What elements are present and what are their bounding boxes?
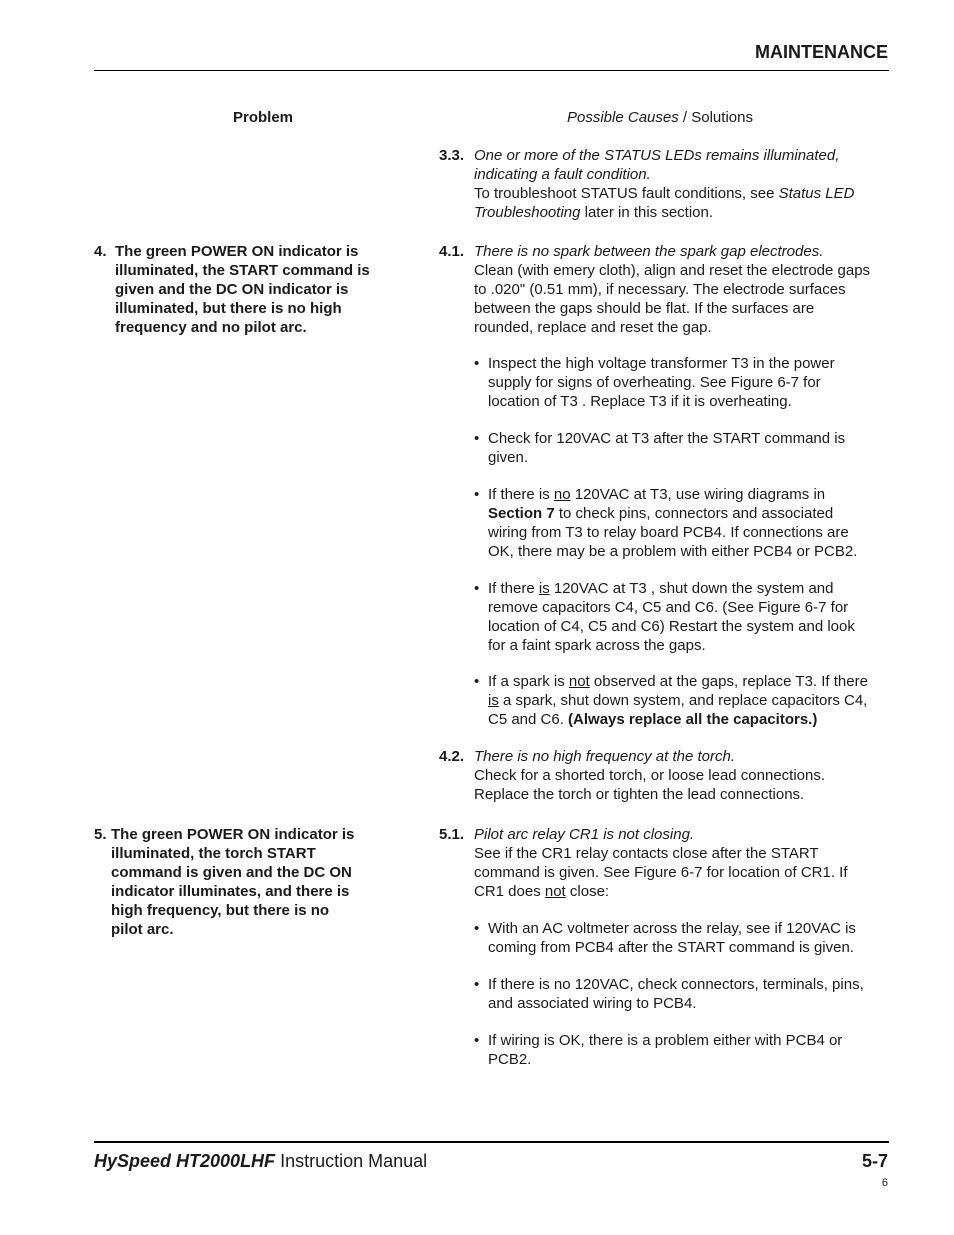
solution-number-3-3: 3.3. [439, 147, 465, 164]
cause-line: There is no spark between the spark gap electrodes. [474, 243, 824, 260]
problem-5 [94, 825, 394, 939]
problem-4 [94, 242, 394, 337]
problem-line: pilot arc. [111, 921, 174, 938]
solution-line: See if the CR1 relay contacts close after the START [474, 845, 819, 862]
problem-line: The green POWER ON indicator is [115, 243, 359, 260]
problem-line: frequency and no pilot arc. [115, 319, 307, 336]
header-separator: / [678, 109, 692, 126]
solution-number-4-1: 4.1. [439, 243, 465, 260]
problem-line: The green POWER ON indicator is [111, 826, 355, 843]
manual-label: Instruction Manual [275, 1151, 428, 1171]
solution-line: command is given. See Figure 6-7 for location of CR1. If [474, 864, 848, 881]
solution-number-4-2: 4.2. [439, 748, 465, 765]
bullet-4-1-d: • If there is 120VAC at T3 , shut down the system and remove capacitors C4, C5 and C6. (See Figure 6-7 for location of C4, C5 and C6) Restart the system and look for a faint spark across the gaps. [474, 580, 855, 654]
solution-line: CR1 does not close: [474, 883, 610, 900]
solution-4-1 [474, 242, 894, 337]
problem-line: illuminated, but there is no high [115, 300, 342, 317]
problem-line: indicator illuminates, and there is [111, 883, 350, 900]
bullet-4-1-c: • If there is no 120VAC at T3, use wiring diagrams in Section 7 to check pins, connectors and associated wiring from T3 to relay board PCB4. If connections are OK, there may be a problem with either PCB4 or PCB2. [474, 486, 858, 560]
bullet-dot: • [474, 580, 480, 597]
problem-line: illuminated, the START command is [115, 262, 370, 279]
problem-number: 5. [94, 826, 107, 843]
cause-line: One or more of the STATUS LEDs remains illuminated, [474, 147, 840, 164]
problem-line: illuminated, the torch START [111, 845, 316, 862]
product-name: HySpeed HT2000LHF [94, 1151, 276, 1171]
solution-line: Check for a shorted torch, or loose lead connections. [474, 767, 826, 784]
bullet-dot: • [474, 1032, 480, 1049]
solution-3-3 [474, 146, 894, 222]
causes-label: Possible Causes [567, 109, 679, 126]
bullet-dot: • [474, 486, 480, 503]
bullet-dot: • [474, 355, 480, 372]
problem-line: command is given and the DC ON [111, 864, 352, 881]
solution-line: Troubleshooting later in this section. [474, 204, 714, 221]
bullet-dot: • [474, 430, 480, 447]
cause-line: Pilot arc relay CR1 is not closing. [474, 826, 695, 843]
solution-line: Clean (with emery cloth), align and reset the electrode gaps [474, 262, 871, 279]
problem-line: given and the DC ON indicator is [115, 281, 349, 298]
bullet-5-1-a: • With an AC voltmeter across the relay, see if 120VAC is coming from PCB4 after the START command is given. [474, 920, 856, 956]
section-title: MAINTENANCE [755, 42, 888, 62]
solution-line: Replace the torch or tighten the lead connections. [474, 786, 805, 803]
bullet-dot: • [474, 920, 480, 937]
solution-5-1 [474, 825, 894, 901]
bullet-4-1-a: • Inspect the high voltage transformer T3 in the power supply for signs of overheating. See Figure 6-7 for location of T3 . Replace T3 if it is overheating. [474, 355, 835, 410]
solution-line: To troubleshoot STATUS fault conditions, see Status LED [474, 185, 855, 202]
cause-line: indicating a fault condition. [474, 166, 651, 183]
bullet-dot: • [474, 673, 480, 690]
bullet-5-1-c: • If wiring is OK, there is a problem either with PCB4 or PCB2. [474, 1032, 843, 1068]
column-header-problem: Problem [233, 109, 294, 126]
bullet-4-1-e: • If a spark is not observed at the gaps, replace T3. If there is a spark, shut down system, and replace capacitors C4, C5 and C6. (Always replace all the capacitors.) [474, 673, 868, 728]
bullet-5-1-b: • If there is no 120VAC, check connectors, terminals, pins, and associated wiring to PCB4. [474, 976, 864, 1012]
bullet-dot: • [474, 976, 480, 993]
solution-4-2 [474, 747, 894, 804]
solution-number-5-1: 5.1. [439, 826, 465, 843]
problem-line: high frequency, but there is no [111, 902, 330, 919]
page-number: 5-7 [861, 1151, 888, 1171]
solution-line: to .020" (0.51 mm), if necessary. The electrode surfaces [474, 281, 846, 298]
column-header-causes-solutions [567, 108, 753, 127]
problem-number: 4. [94, 243, 107, 260]
page-index-mark: 6 [881, 1177, 888, 1189]
solution-line: between the gaps should be flat. If the surfaces are [474, 300, 815, 317]
footer-manual-title [94, 1150, 427, 1172]
solutions-label: Solutions [691, 109, 753, 126]
cause-line: There is no high frequency at the torch. [474, 748, 735, 765]
bullet-4-1-b: • Check for 120VAC at T3 after the START command is given. [474, 430, 846, 466]
footer-rule [94, 1141, 889, 1143]
header-rule [94, 70, 889, 71]
solution-line: rounded, replace and reset the gap. [474, 319, 712, 336]
